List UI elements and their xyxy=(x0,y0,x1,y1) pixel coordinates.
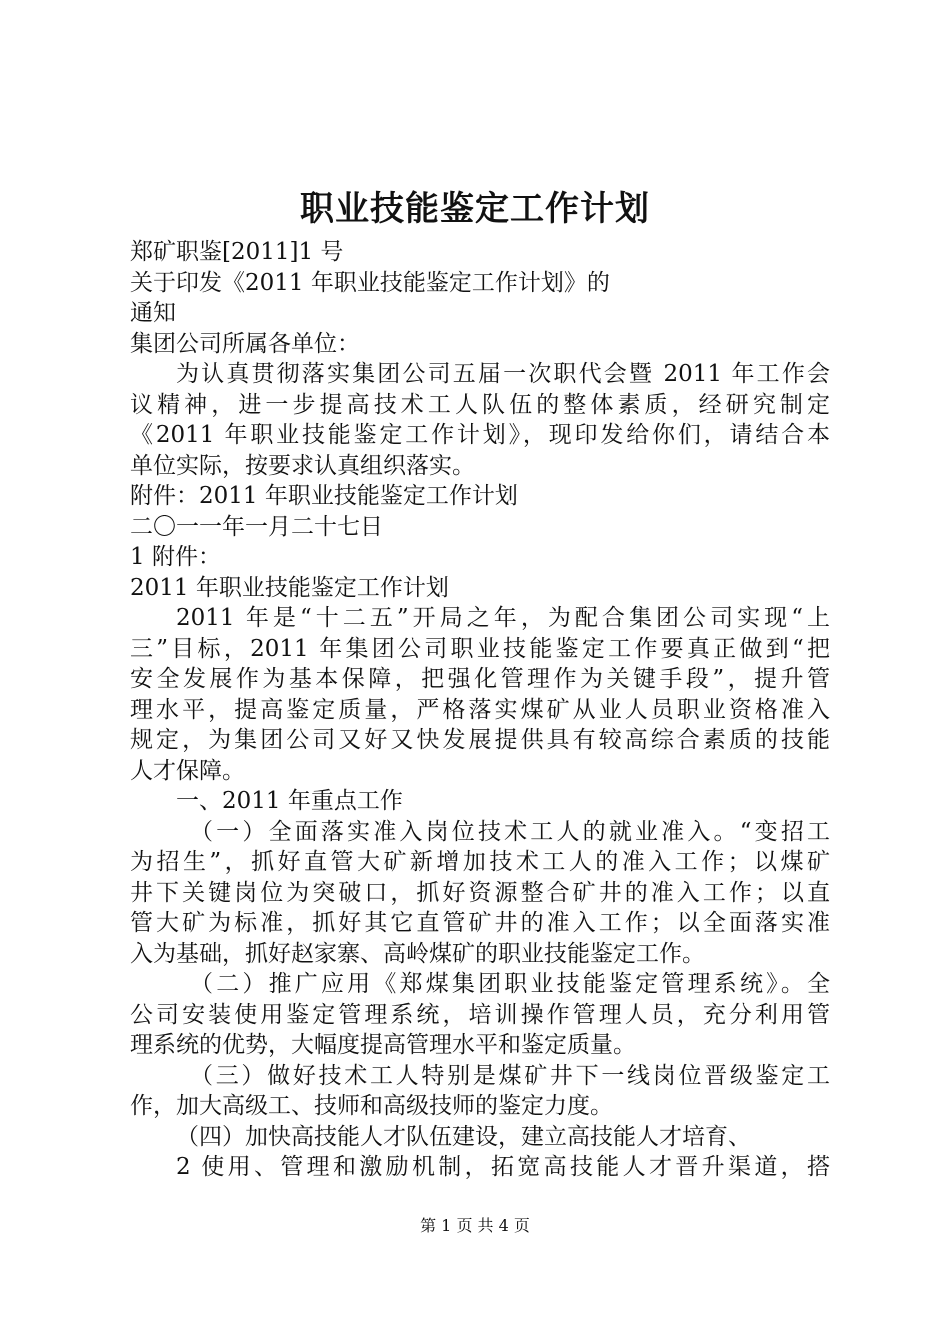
paragraph-line: 安全发展作为基本保障，把强化管理作为关键手段”，提升管 xyxy=(130,666,830,692)
paragraph-line: （一）全面落实准入岗位技术工人的就业准入。“变招工 xyxy=(190,818,830,845)
plan-heading-line: 2011 年职业技能鉴定工作计划 xyxy=(130,574,449,601)
date-line: 二〇一一年一月二十七日 xyxy=(130,513,383,540)
paragraph-line: 单位实际，按要求认真组织落实。 xyxy=(130,452,475,479)
paragraph-line: 公司安装使用鉴定管理系统，培训操作管理人员，充分利用管 xyxy=(130,1001,830,1028)
paragraph-line: 人才保障。 xyxy=(130,757,245,784)
paragraph-line: 规定，为集团公司又好又快发展提供具有较高综合素质的技能 xyxy=(130,727,830,753)
notice-title-line: 通知 xyxy=(130,300,176,326)
paragraph-line: 井下关键岗位为突破口，抓好资源整合矿井的准入工作；以直 xyxy=(130,879,830,906)
paragraph-line: 三”目标，2011 年集团公司职业技能鉴定工作要真正做到“把 xyxy=(130,635,830,662)
document-body xyxy=(130,237,830,1183)
paragraph-line: 《2011 年职业技能鉴定工作计划》，现印发给你们，请结合本 xyxy=(130,422,830,448)
section-heading-line: 一、2011 年重点工作 xyxy=(176,788,403,814)
notice-title-line: 关于印发《2011 年职业技能鉴定工作计划》的 xyxy=(130,269,610,296)
paragraph-line: 2011 年是“十二五”开局之年，为配合集团公司实现“上 xyxy=(176,605,830,631)
paragraph-line: 作，加大高级工、技师和高级技师的鉴定力度。 xyxy=(130,1093,613,1119)
paragraph-line: 议精神，进一步提高技术工人队伍的整体素质，经研究制定 xyxy=(130,391,830,418)
doc-number-line: 郑矿职鉴[2011]1 号 xyxy=(130,239,344,265)
attachment-label-line: 1 附件： xyxy=(130,544,221,570)
paragraph-line: 管大矿为标准，抓好其它直管矿井的准入工作；以全面落实准 xyxy=(130,910,830,936)
paragraph-line: 为认真贯彻落实集团公司五届一次职代会暨 2011 年工作会 xyxy=(176,361,830,387)
paragraph-line: （二）推广应用《郑煤集团职业技能鉴定管理系统》。全 xyxy=(190,971,830,997)
attachment-line: 附件：2011 年职业技能鉴定工作计划 xyxy=(130,483,518,509)
paragraph-line: 为招生”，抓好直管大矿新增加技术工人的准入工作；以煤矿 xyxy=(130,849,830,875)
paragraph-line: 入为基础，抓好赵家寨、高岭煤矿的职业技能鉴定工作。 xyxy=(130,940,705,967)
page-footer: 第 1 页 共 4 页 xyxy=(420,1216,530,1235)
recipient-line: 集团公司所属各单位： xyxy=(130,330,360,357)
paragraph-line: 理水平，提高鉴定质量，严格落实煤矿从业人员职业资格准入 xyxy=(130,696,830,723)
paragraph-line: 理系统的优势，大幅度提高管理水平和鉴定质量。 xyxy=(130,1032,636,1058)
paragraph-line: （三）做好技术工人特别是煤矿井下一线岗位晋级鉴定工 xyxy=(190,1062,830,1089)
document-title: 职业技能鉴定工作计划 xyxy=(300,189,650,229)
paragraph-line: （四）加快高技能人才队伍建设，建立高技能人才培育、 xyxy=(176,1123,751,1150)
paragraph-line: 2 使用、管理和激励机制，拓宽高技能人才晋升渠道，搭 xyxy=(176,1154,830,1180)
